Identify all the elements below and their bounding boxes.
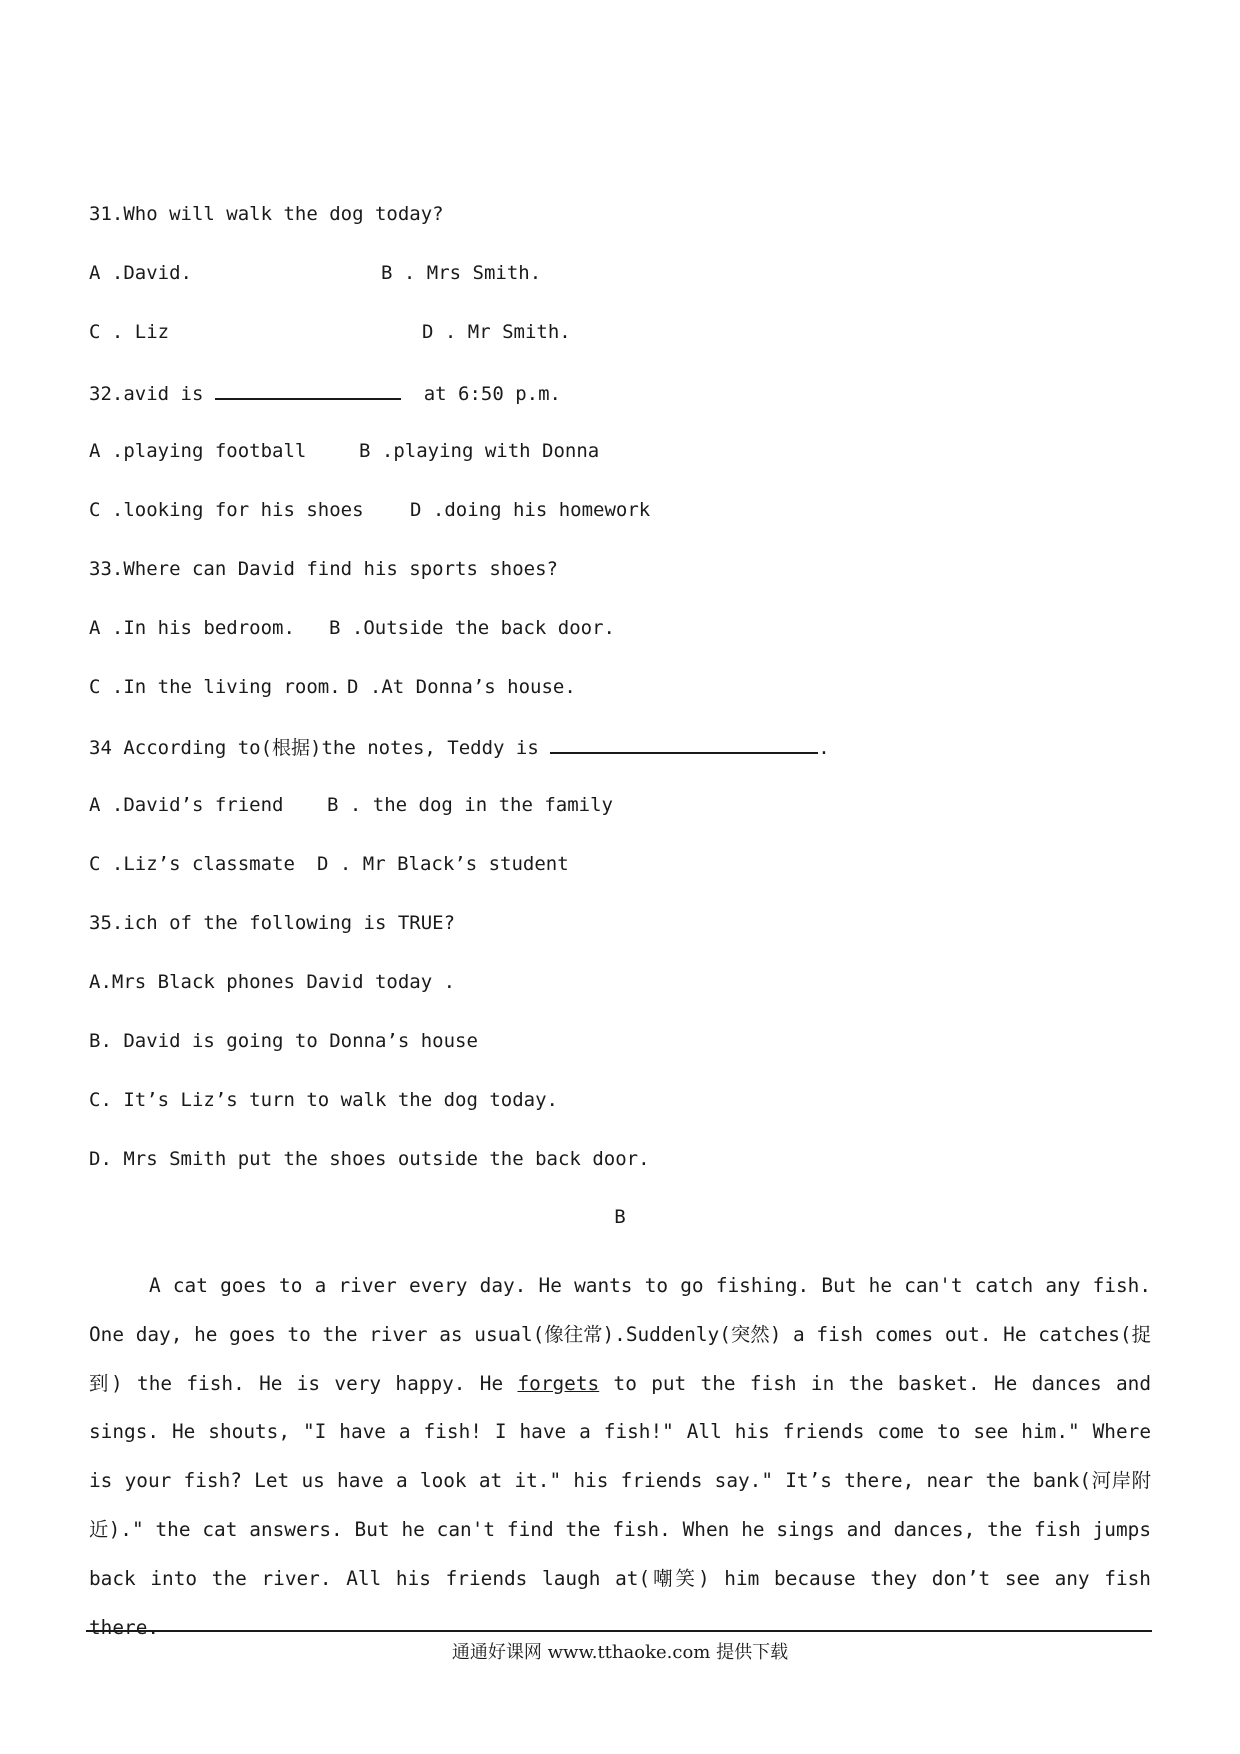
q33-option-c: C .In the living room. (89, 676, 341, 698)
section-heading: B (614, 1206, 626, 1228)
passage-text-part-2: to put the fish in the basket. He dances and sings. He shouts, "I have a fish! I have a fish!" All his friends come to see him." Where is your fish? Let us have a look at it." his friends say." It’s there, near the bank(河岸附近)." the cat answers. But he can't find the fish. When he sings and dances, the fish jumps back into the river. All his friends laugh at(嘲笑) him because they don’t see any fish there. (89, 1371, 1152, 1639)
q32-option-d: D .doing his homework (410, 499, 651, 521)
q31-option-a: A .David. (89, 262, 192, 284)
q34-stem-before: 34 According to(根据)the notes, Teddy is (89, 737, 551, 759)
q31-option-b: B . Mrs Smith. (381, 262, 542, 284)
q32-answer-blank (215, 380, 401, 400)
q33-option-a: A .In his bedroom. (89, 617, 295, 639)
footer-divider (86, 1630, 1152, 1632)
q33-option-d: D .At Donna’s house. (347, 676, 576, 698)
question-32-stem (89, 380, 561, 406)
q34-answer-blank (550, 734, 818, 754)
q34-option-b: B . the dog in the family (327, 794, 613, 816)
reading-passage (89, 1262, 1151, 1652)
question-34-stem (89, 734, 830, 760)
passage-text-part-1: A cat goes to a river every day. He wants to go fishing. But he can't catch any fish. One day, he goes to the river as usual(像往常).Suddenly(突然) a fish comes out. He catches(捉到) the fish. He is very happy. He (89, 1274, 1151, 1395)
footer-text: 通通好课网 www.tthaoke.com 提供下载 (451, 1642, 789, 1663)
q34-option-c: C .Liz’s classmate (89, 853, 295, 875)
q31-option-d: D . Mr Smith. (422, 321, 571, 343)
q35-option-b: B. David is going to Donna’s house (89, 1030, 478, 1052)
q35-option-d: D. Mrs Smith put the shoes outside the back door. (89, 1148, 650, 1170)
question-35-stem: 35.ich of the following is TRUE? (89, 912, 456, 934)
q32-option-c: C .looking for his shoes (89, 499, 364, 521)
passage-paragraph (89, 1262, 1151, 1652)
q34-option-a: A .David’s friend (89, 794, 284, 816)
q33-option-b: B .Outside the back door. (329, 617, 615, 639)
q35-option-c: C. It’s Liz’s turn to walk the dog today. (89, 1089, 558, 1111)
passage-underlined-word: forgets (517, 1371, 600, 1395)
q32-stem-before: 32.avid is (89, 383, 215, 405)
q35-option-a: A.Mrs Black phones David today . (89, 971, 456, 993)
q34-stem-after: . (818, 737, 830, 759)
q31-option-c: C . Liz (89, 321, 170, 343)
question-31-stem: 31.Who will walk the dog today? (89, 203, 444, 225)
q32-option-a: A .playing football (89, 440, 307, 462)
q32-stem-after: at 6:50 p.m. (400, 383, 561, 405)
q34-option-d: D . Mr Black’s student (317, 853, 569, 875)
question-33-stem: 33.Where can David find his sports shoes? (89, 558, 558, 580)
q32-option-b: B .playing with Donna (359, 440, 600, 462)
